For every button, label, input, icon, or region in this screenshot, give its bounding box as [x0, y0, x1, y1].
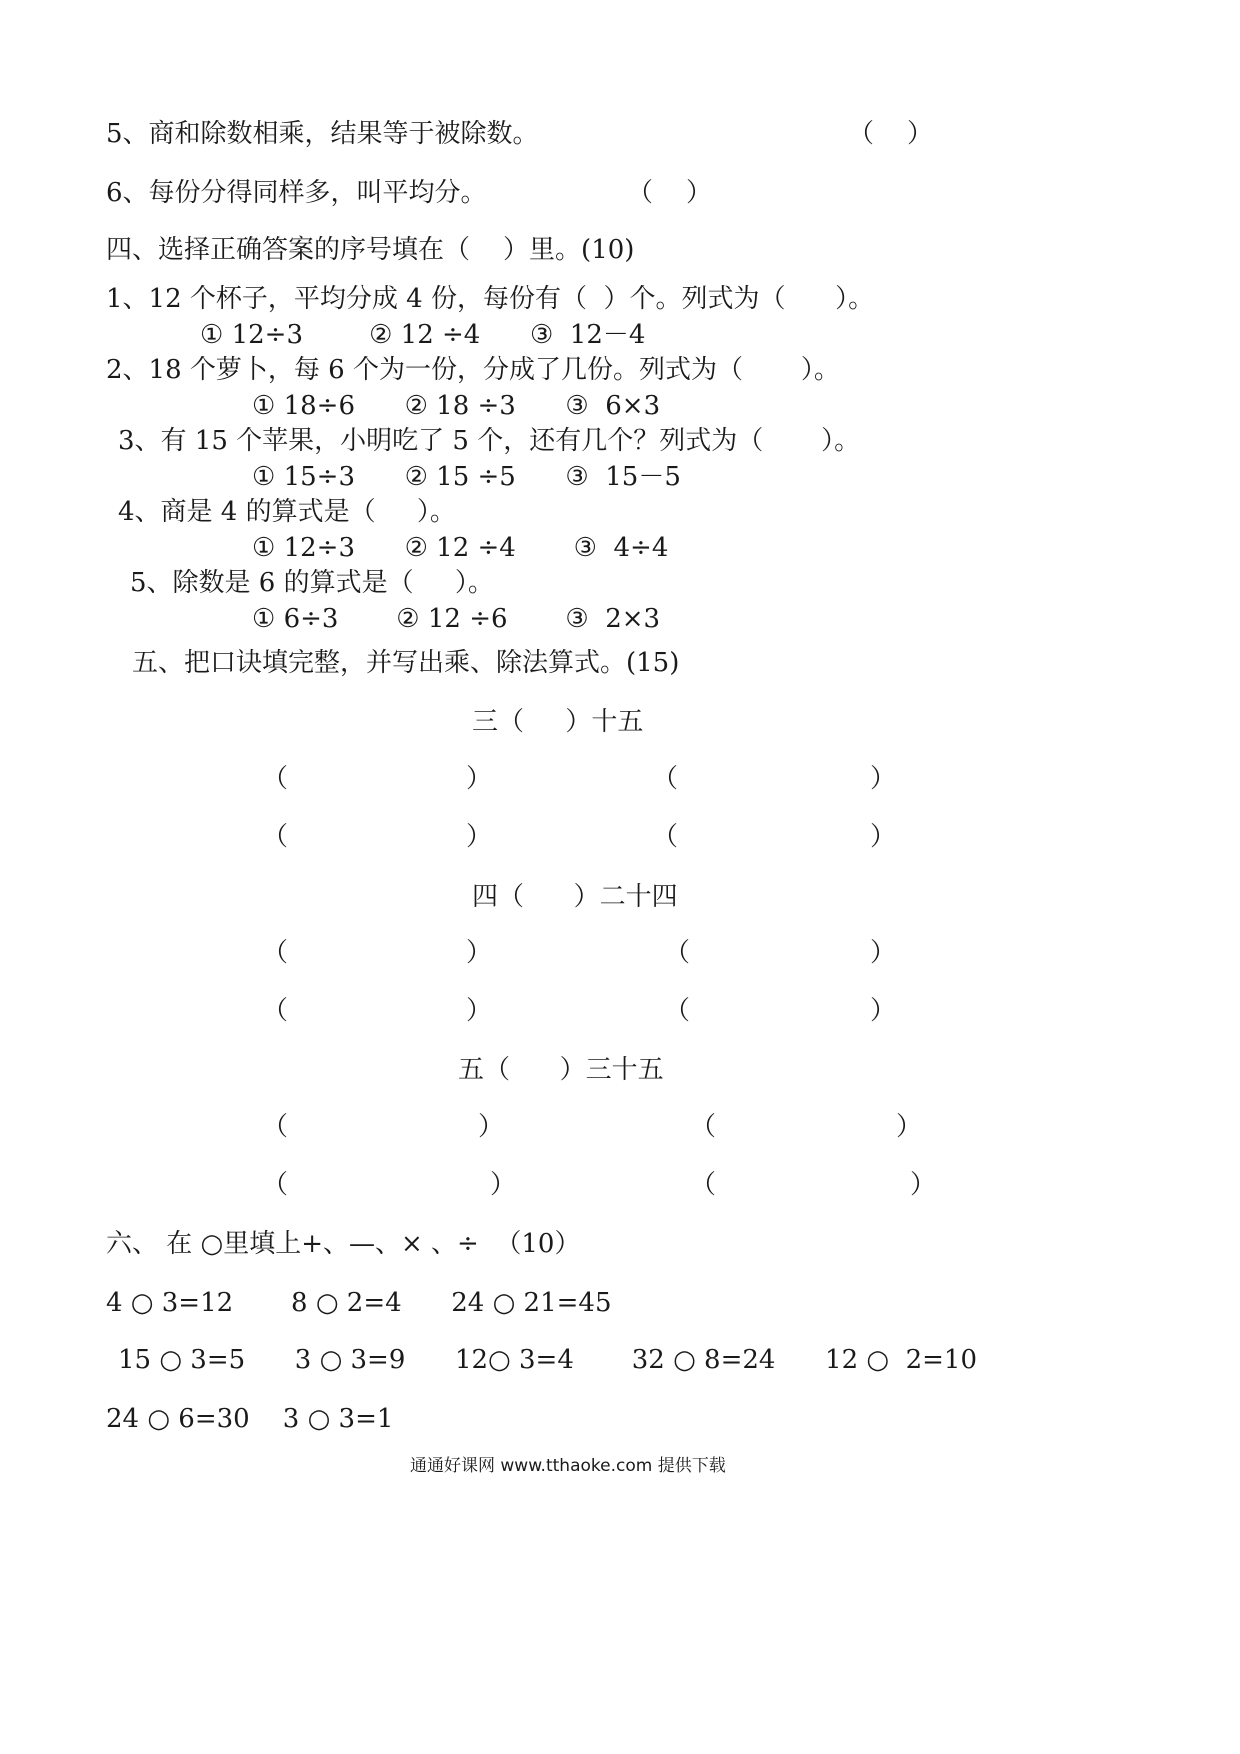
section5-title: 五、把口诀填完整，并写出乘、除法算式。(15) [132, 648, 680, 678]
blank-open: （ [262, 996, 289, 1026]
section6-row3: 24 ○ 6=30 3 ○ 3=1 [106, 1404, 394, 1434]
blank-close: ） [870, 822, 897, 852]
blank-open: （ [262, 764, 289, 794]
section6-row2: 15 ○ 3=5 3 ○ 3=9 12○ 3=4 32 ○ 8=24 12 ○ 2=10 [118, 1345, 978, 1375]
blank-close: ） [466, 822, 493, 852]
blank-close: ） [870, 938, 897, 968]
blank-close: ） [870, 996, 897, 1026]
blank-open: （ [262, 938, 289, 968]
blank-close: ） [466, 764, 493, 794]
blank-open: （ [652, 822, 679, 852]
section4-q2-options: ① 18÷6 ② 18 ÷3 ③ 6×3 [252, 391, 661, 421]
judge-q5: 5、商和除数相乘，结果等于被除数。 [106, 119, 539, 149]
section4-q4-options: ① 12÷3 ② 12 ÷4 ③ 4÷4 [252, 533, 669, 563]
blank-close: ） [910, 1170, 937, 1200]
blank-close: ） [896, 1112, 923, 1142]
blank-open: （ [690, 1170, 717, 1200]
koujue-3: 五（ ）三十五 [458, 1055, 664, 1085]
footer-source: 通通好课网 www.tthaoke.com 提供下载 [410, 1456, 726, 1476]
blank-open: （ [262, 822, 289, 852]
blank-close: ） [870, 764, 897, 794]
koujue-2: 四（ ）二十四 [472, 882, 678, 912]
blank-open: （ [664, 938, 691, 968]
judge-q5-blank: （ ） [848, 119, 934, 149]
section4-q4: 4、商是 4 的算式是（ ）。 [118, 497, 456, 527]
section6-title: 六、 在 ○里填上+、—、× 、÷ （10） [106, 1229, 581, 1259]
judge-q6: 6、每份分得同样多，叫平均分。 [106, 178, 487, 208]
blank-close: ） [466, 996, 493, 1026]
blank-close: ） [466, 938, 493, 968]
section6-row1: 4 ○ 3=12 8 ○ 2=4 24 ○ 21=45 [106, 1288, 612, 1318]
blank-open: （ [690, 1112, 717, 1142]
blank-close: ） [478, 1112, 505, 1142]
blank-open: （ [262, 1112, 289, 1142]
blank-open: （ [262, 1170, 289, 1200]
section4-q5-options: ① 6÷3 ② 12 ÷6 ③ 2×3 [252, 604, 661, 634]
section4-q1-options: ① 12÷3 ② 12 ÷4 ③ 12－4 [200, 320, 646, 350]
section4-q3: 3、有 15 个苹果，小明吃了 5 个，还有几个？列式为（ ）。 [118, 426, 861, 456]
section4-q2: 2、18 个萝卜，每 6 个为一份，分成了几份。列式为（ ）。 [106, 355, 840, 385]
section4-q3-options: ① 15÷3 ② 15 ÷5 ③ 15－5 [252, 462, 681, 492]
section4-title: 四、选择正确答案的序号填在（ ）里。(10) [106, 235, 635, 265]
blank-close: ） [490, 1170, 517, 1200]
section4-q1: 1、12 个杯子，平均分成 4 份，每份有（ ）个。列式为（ ）。 [106, 284, 875, 314]
blank-open: （ [664, 996, 691, 1026]
koujue-1: 三（ ）十五 [472, 707, 644, 737]
judge-q6-blank: （ ） [627, 178, 713, 208]
section4-q5: 5、除数是 6 的算式是（ ）。 [130, 568, 494, 598]
blank-open: （ [652, 764, 679, 794]
